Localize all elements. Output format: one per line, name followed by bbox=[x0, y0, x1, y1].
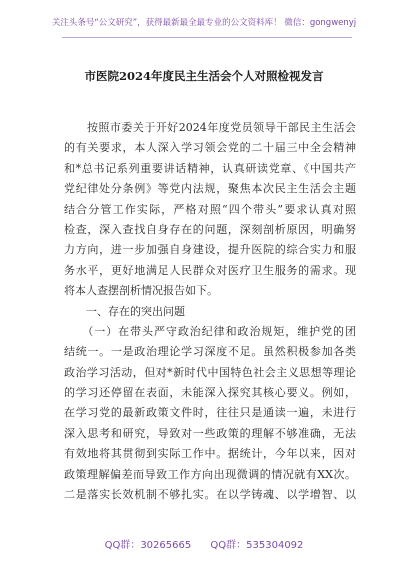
body-line: 深入思考和研究，导致对一些政策的理解不够准确，无法 bbox=[64, 426, 356, 440]
body-line: 有效地将其贯彻到实际工作中。据统计，今年以来，因对 bbox=[64, 447, 356, 461]
body-line: 务水平，更好地满足人民群众对医疗卫生服务的需求。现 bbox=[64, 263, 356, 277]
footer-qq-group-1: QQ群：30265665 bbox=[104, 540, 192, 551]
body-line: 力方向，进一步加强自身建设，提升医院的综合实力和服 bbox=[64, 243, 356, 257]
body-line: 政治学习活动，但对*新时代中国特色社会主义思想等理论 bbox=[64, 365, 356, 379]
body-line: 和*总书记系列重要讲话精神，认真研读党章、《中国共产 bbox=[64, 161, 356, 175]
section-heading: 一、存在的突出问题 bbox=[64, 304, 185, 318]
body-line: （一）在带头严守政治纪律和政治规矩，维护党的团 bbox=[64, 324, 356, 338]
body-line: 按照市委关于开好2024年度党员领导干部民主生活会 bbox=[64, 121, 356, 134]
header-note: 关注头条号“公文研究”，获得最新最全最专业的公文资料库！ 微信：gongwenyj bbox=[51, 18, 357, 28]
body-line: 检查，深入查找自身存在的问题，深刻剖析原因，明确努 bbox=[64, 222, 356, 236]
body-line: 党纪律处分条例》等党内法规，聚焦本次民主生活会主题 bbox=[64, 182, 356, 196]
body-line: 结合分管工作实际，严格对照“四个带头”要求认真对照 bbox=[64, 202, 356, 216]
body-line: 政策理解偏差而导致工作方向出现微调的情况就有XX次。 bbox=[64, 467, 356, 481]
body-line: 在学习党的最新政策文件时，往往只是通读一遍，未进行 bbox=[64, 406, 356, 420]
document-title: 市医院2024年度民主生活会个人对照检视发言 bbox=[84, 69, 324, 83]
footer bbox=[0, 536, 408, 551]
body-line: 二是落实长效机制不够扎实。在以学铸魂、以学增智、以 bbox=[64, 488, 356, 502]
footer-qq-group-2: QQ群：535304092 bbox=[210, 540, 304, 551]
body-line: 的有关要求，本人深入学习领会党的二十届三中全会精神 bbox=[64, 141, 356, 155]
body-line: 结统一。一是政治理论学习深度不足。虽然积极参加各类 bbox=[64, 345, 356, 359]
header-divider bbox=[62, 37, 352, 38]
body-line: 将本人查摆剖析情况报告如下。 bbox=[64, 284, 218, 298]
body-line: 的学习还停留在表面，未能深入探究其核心要义。例如， bbox=[64, 386, 356, 400]
document-body bbox=[64, 118, 356, 505]
